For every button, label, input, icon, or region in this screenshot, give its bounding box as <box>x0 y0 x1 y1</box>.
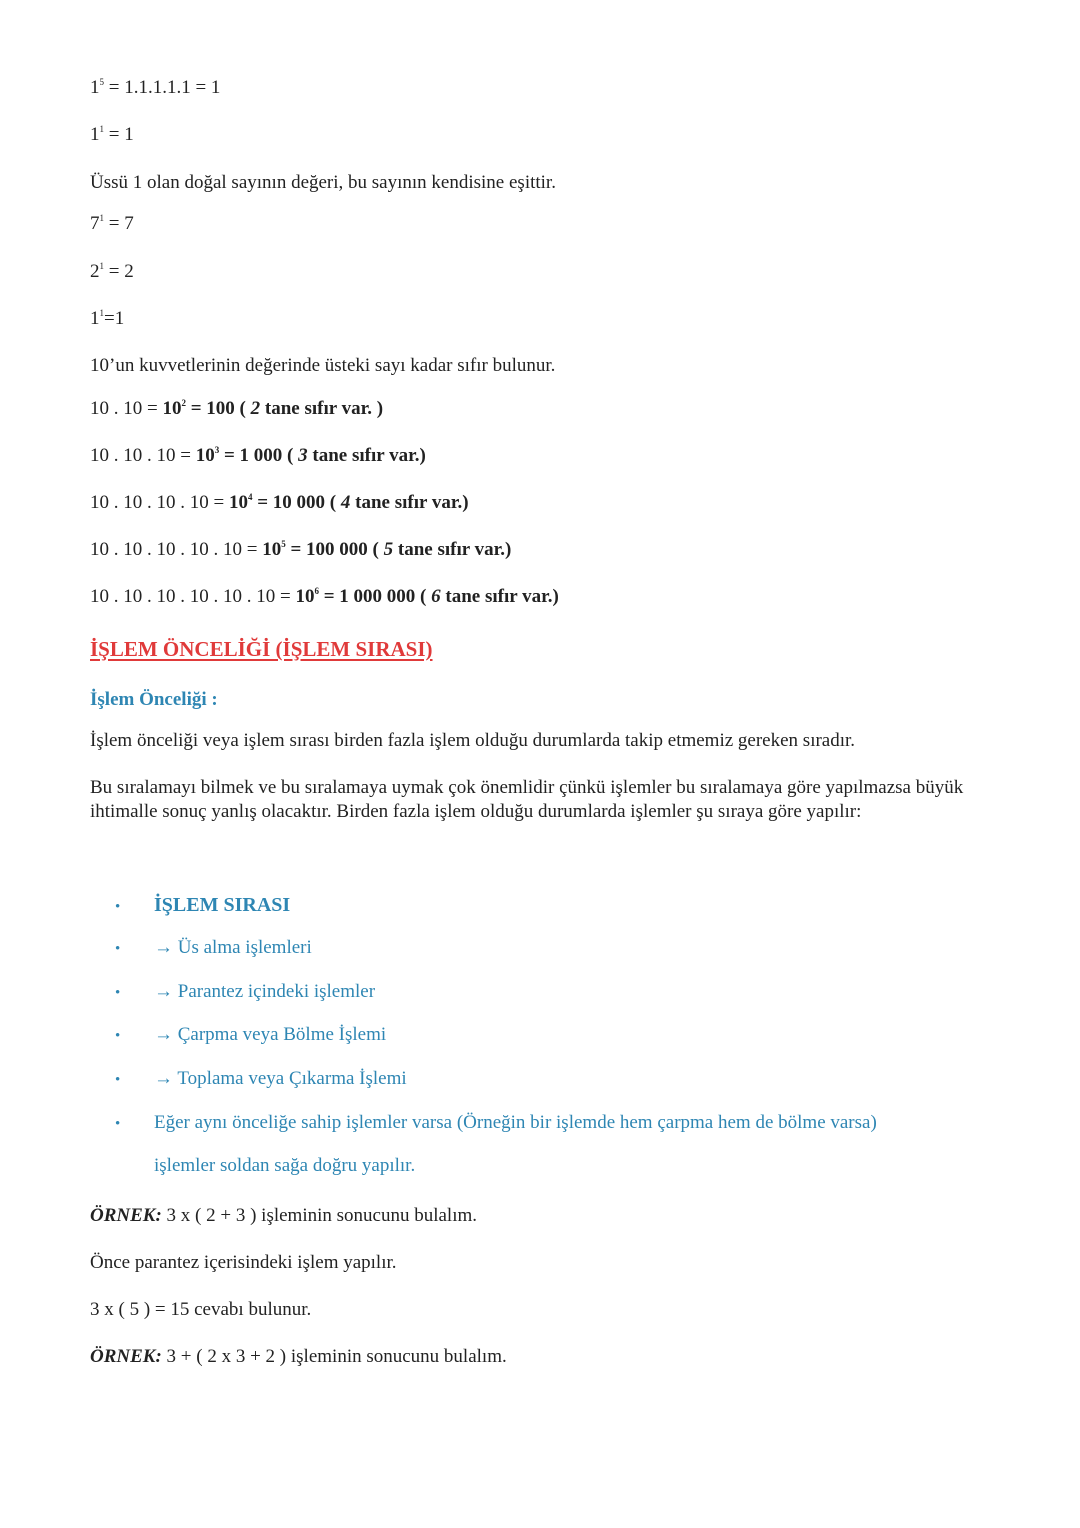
example-label: ÖRNEK: <box>90 1346 162 1367</box>
section-heading: İŞLEM ÖNCELİĞİ (İŞLEM SIRASI) <box>90 637 433 661</box>
rule-exponent-one: Üssü 1 olan doğal sayının değeri, bu sayının kendisine eşittir. <box>90 172 556 193</box>
zero-count: 2 <box>250 398 261 419</box>
power-base: 10 <box>195 445 215 466</box>
power-exponent: 4 <box>247 492 253 502</box>
power-exponent: 2 <box>181 398 186 408</box>
tens-value: = 1 000 000 ( <box>318 586 432 607</box>
power-exponent: 1 <box>99 261 104 271</box>
power-result: = 7 <box>104 213 134 234</box>
power-base: 1 <box>90 308 100 329</box>
tens-value: = 100 000 ( <box>285 539 384 560</box>
bullet-icon: • <box>115 1116 121 1132</box>
power-base: 10 <box>162 398 182 419</box>
power-exponent: 5 <box>99 77 104 87</box>
tens-note: tane sıfır var.) <box>307 445 426 466</box>
list-item <box>115 1023 386 1048</box>
example-1 <box>90 1204 477 1228</box>
list-item-text: → Çarpma veya Bölme İşlemi <box>154 1024 387 1045</box>
power-base: 1 <box>90 124 100 145</box>
tens-line <box>90 444 426 470</box>
bullet-icon: • <box>115 1028 121 1044</box>
example-one-line <box>90 260 134 286</box>
tens-note: tane sıfır var.) <box>440 586 559 607</box>
power-exponent: 3 <box>214 445 220 455</box>
bullet-icon: • <box>115 1072 121 1088</box>
tens-value: = 100 ( <box>185 398 251 419</box>
tens-note: tane sıfır var.) <box>350 492 469 513</box>
tens-line <box>90 397 383 423</box>
power-line-2 <box>90 123 134 149</box>
power-exponent: 6 <box>314 586 319 596</box>
subheading: İşlem Önceliği : <box>90 689 218 710</box>
example-2 <box>90 1345 507 1369</box>
power-result: =1 <box>104 308 125 329</box>
list-item <box>115 1111 877 1136</box>
power-exponent: 1 <box>99 308 104 318</box>
tens-product: 10 . 10 . 10 . 10 . 10 . 10 = <box>90 586 296 607</box>
list-item <box>115 980 375 1005</box>
bullet-icon: • <box>115 899 121 915</box>
list-item-text: → Üs alma işlemleri <box>154 937 312 958</box>
list-item-title <box>115 893 290 919</box>
example-1-result: 3 x ( 5 ) = 15 cevabı bulunur. <box>90 1299 312 1320</box>
zero-count: 6 <box>431 586 441 607</box>
power-exponent: 1 <box>99 124 104 134</box>
list-item-continuation: işlemler soldan sağa doğru yapılır. <box>154 1155 416 1176</box>
list-title: İŞLEM SIRASI <box>154 894 291 916</box>
power-exponent: 5 <box>281 539 286 549</box>
zero-count: 5 <box>383 539 394 560</box>
list-item-text: → Parantez içindeki işlemler <box>154 981 376 1002</box>
power-exponent: 1 <box>99 213 104 223</box>
tens-line <box>90 585 559 611</box>
tens-product: 10 . 10 = <box>90 398 163 419</box>
list-item-text: Eğer aynı önceliğe sahip işlemler varsa (Örneğin bir işlemde hem çarpma hem de bölme varsa) <box>154 1112 877 1133</box>
tens-product: 10 . 10 . 10 . 10 = <box>90 492 229 513</box>
power-base: 2 <box>90 261 100 282</box>
bullet-icon: • <box>115 985 121 1001</box>
example-text: 3 + ( 2 x 3 + 2 ) işleminin sonucunu bulalım. <box>161 1346 507 1367</box>
power-base: 10 <box>295 586 315 607</box>
bullet-icon: • <box>115 941 121 957</box>
power-base: 10 <box>262 539 282 560</box>
tens-value: = 10 000 ( <box>252 492 341 513</box>
tens-line <box>90 491 469 517</box>
tens-line <box>90 538 511 564</box>
tens-product: 10 . 10 . 10 = <box>90 445 196 466</box>
zero-count: 3 <box>298 445 308 466</box>
list-item-text: → Toplama veya Çıkarma İşlemi <box>154 1068 407 1089</box>
tens-note: tane sıfır var.) <box>393 539 512 560</box>
power-base: 7 <box>90 213 100 234</box>
tens-note: tane sıfır var. ) <box>260 398 384 419</box>
power-result: = 1 <box>104 124 134 145</box>
zero-count: 4 <box>340 492 351 513</box>
example-1-step: Önce parantez içerisindeki işlem yapılır. <box>90 1252 397 1273</box>
power-base: 1 <box>90 77 100 98</box>
rule-tens: 10’un kuvvetlerinin değerinde üsteki sayı kadar sıfır bulunur. <box>90 355 556 376</box>
example-one-line <box>90 212 134 238</box>
power-base: 10 <box>228 492 248 513</box>
example-label: ÖRNEK: <box>90 1205 162 1226</box>
power-line-1 <box>90 76 220 102</box>
power-result: = 1.1.1.1.1 = 1 <box>104 77 221 98</box>
list-item <box>115 1067 407 1092</box>
tens-product: 10 . 10 . 10 . 10 . 10 = <box>90 539 263 560</box>
tens-value: = 1 000 ( <box>219 445 299 466</box>
example-one-line <box>90 307 124 333</box>
list-item <box>115 936 312 961</box>
power-result: = 2 <box>104 261 134 282</box>
example-text: 3 x ( 2 + 3 ) işleminin sonucunu bulalım. <box>161 1205 478 1226</box>
definition: İşlem önceliği veya işlem sırası birden fazla işlem olduğu durumlarda takip etmemiz gereken sıradır. <box>90 730 856 751</box>
explanation-paragraph: Bu sıralamayı bilmek ve bu sıralamaya uymak çok önemlidir çünkü işlemler bu sıralamaya göre yapılmazsa büyük ihtimalle sonuç yanlış olacaktır. Birden fazla işlem olduğu durumlarda işlemler şu sıraya göre yapılır: <box>90 777 964 822</box>
